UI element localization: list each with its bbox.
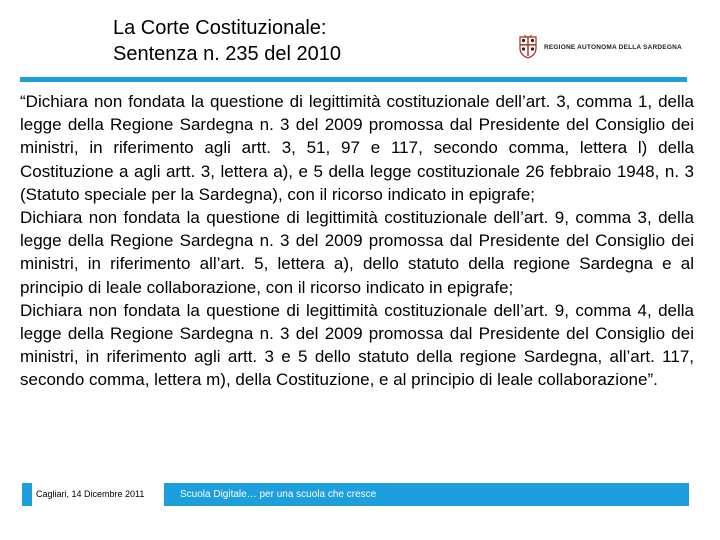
ruling-text (20, 90, 694, 392)
region-logo (518, 34, 682, 60)
ruling-paragraph-2: Dichiara non fondata la questione di legittimità costituzionale dell’art. 9, comma 3, della legge della Regione Sardegna n. 3 del 2009 promossa dal Presidente del Consiglio dei ministri, in riferimento all’art. 5, lettera a), dello statuto della regione Sardegna e al principio di leale collaborazione, con il ricorso indicato in epigrafe; (20, 208, 694, 297)
title-line-1: La Corte Costituzionale: (113, 17, 327, 39)
title-line-2: Sentenza n. 235 del 2010 (113, 43, 341, 65)
logo-text: REGIONE AUTONOMA DELLA SARDEGNA (544, 43, 682, 51)
slide-title (113, 15, 413, 67)
sardinia-crest-icon (518, 35, 538, 59)
ruling-paragraph-1: “Dichiara non fondata la questione di legittimità costituzionale dell’art. 3, comma 1, della legge della Regione Sardegna n. 3 del 2009 promossa dal Presidente del Consiglio dei ministri, in riferimento agli artt. 3, 51, 97 e 117, secondo comma, lettera l) della Costituzione a agli artt. 3, lettera a), e 5 della legge costituzionale 26 febbraio 1948, n. 3 (Statuto speciale per la Sardegna), con il ricorso indicato in epigrafe; (20, 92, 694, 204)
ruling-paragraph-3: Dichiara non fondata la questione di legittimità costituzionale dell’art. 9, comma 4, della legge della Regione Sardegna n. 3 del 2009 promossa dal Presidente del Consiglio dei ministri, in riferimento agli artt. 3 e 5 dello statuto della regione Sardegna, all’art. 117, secondo comma, lettera m), della Costituzione, e al principio di leale collaborazione”. (20, 300, 694, 390)
footer-date: Cagliari, 14 Dicembre 2011 (32, 483, 164, 506)
footer-slogan: Scuola Digitale… per una scuola che cresce (180, 489, 377, 500)
header-divider (20, 77, 687, 82)
footer-bar (22, 483, 689, 506)
